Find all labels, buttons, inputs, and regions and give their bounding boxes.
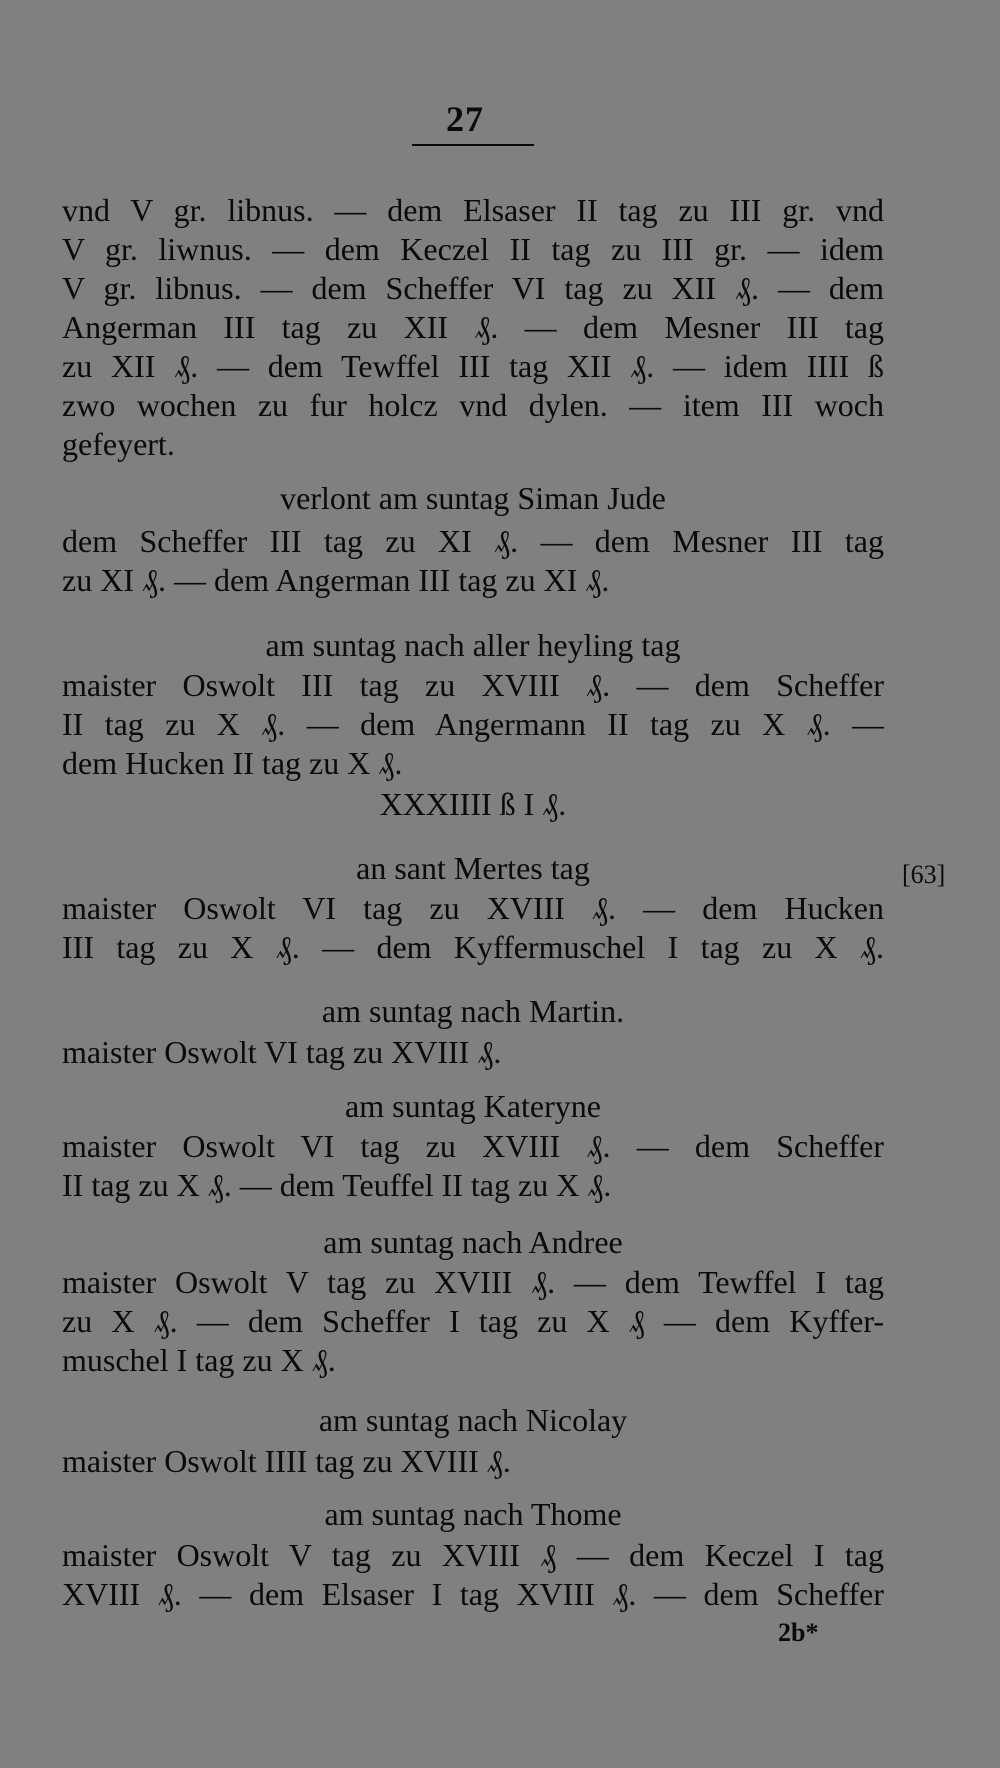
text-line: zu X ₰. — dem Scheffer I tag zu X ₰ — dem Kyffer- (62, 1303, 884, 1339)
section-heading: am suntag nach Martin. (321, 993, 625, 1029)
section-heading: verlont am suntag Siman Jude (280, 480, 666, 516)
text-line: zu XII ₰. — dem Tewffel III tag XII ₰. — idem IIII ß (62, 348, 884, 384)
text-line: dem Scheffer III tag zu XI ₰. — dem Mesner III tag (62, 523, 884, 559)
text-line: gefeyert. (62, 426, 175, 462)
page-number-rule (412, 144, 534, 146)
section-heading: am suntag nach aller heyling tag (265, 627, 681, 663)
text-line: III tag zu X ₰. — dem Kyffermuschel I tag zu X ₰. (62, 929, 884, 965)
signature-mark: 2b* (778, 1618, 819, 1647)
text-line: V gr. libnus. — dem Scheffer VI tag zu XII ₰. — dem (62, 270, 884, 306)
margin-note: [63] (902, 860, 946, 889)
text-line: maister Oswolt V tag zu XVIII ₰. — dem Tewffel I tag (62, 1264, 884, 1300)
section-heading: am suntag nach Nicolay (318, 1402, 628, 1438)
section-heading: an sant Mertes tag (356, 850, 590, 886)
text-line: maister Oswolt VI tag zu XVIII ₰. — dem Scheffer (62, 1128, 884, 1164)
text-line: dem Hucken II tag zu X ₰. (62, 745, 403, 781)
text-line: XVIII ₰. — dem Elsaser I tag XVIII ₰. — dem Scheffer (62, 1576, 884, 1612)
text-line: II tag zu X ₰. — dem Angermann II tag zu X ₰. — (62, 706, 884, 742)
section-heading: am suntag nach Thome (324, 1496, 622, 1532)
section-heading: am suntag Kateryne (345, 1088, 601, 1124)
text-line: II tag zu X ₰. — dem Teuffel II tag zu X ₰. (62, 1167, 612, 1203)
text-line: zu XI ₰. — dem Angerman III tag zu XI ₰. (62, 562, 610, 598)
section-heading: am suntag nach Andree (323, 1224, 623, 1260)
text-line: zwo wochen zu fur holcz vnd dylen. — item III woch (62, 387, 884, 423)
sum-line: XXXIIII ß I ₰. (379, 786, 567, 822)
page-number: 27 (446, 99, 484, 139)
text-line: maister Oswolt III tag zu XVIII ₰. — dem Scheffer (62, 667, 884, 703)
text-line: V gr. liwnus. — dem Keczel II tag zu III gr. — idem (62, 231, 884, 267)
text-line: Angerman III tag zu XII ₰. — dem Mesner III tag (62, 309, 884, 345)
text-line: maister Oswolt IIII tag zu XVIII ₰. (62, 1443, 511, 1479)
text-line: muschel I tag zu X ₰. (62, 1342, 336, 1378)
text-line: maister Oswolt VI tag zu XVIII ₰. (62, 1034, 502, 1070)
text-line: vnd V gr. libnus. — dem Elsaser II tag zu III gr. vnd (62, 192, 884, 228)
text-line: maister Oswolt VI tag zu XVIII ₰. — dem Hucken (62, 890, 884, 926)
text-line: maister Oswolt V tag zu XVIII ₰ — dem Keczel I tag (62, 1537, 884, 1573)
